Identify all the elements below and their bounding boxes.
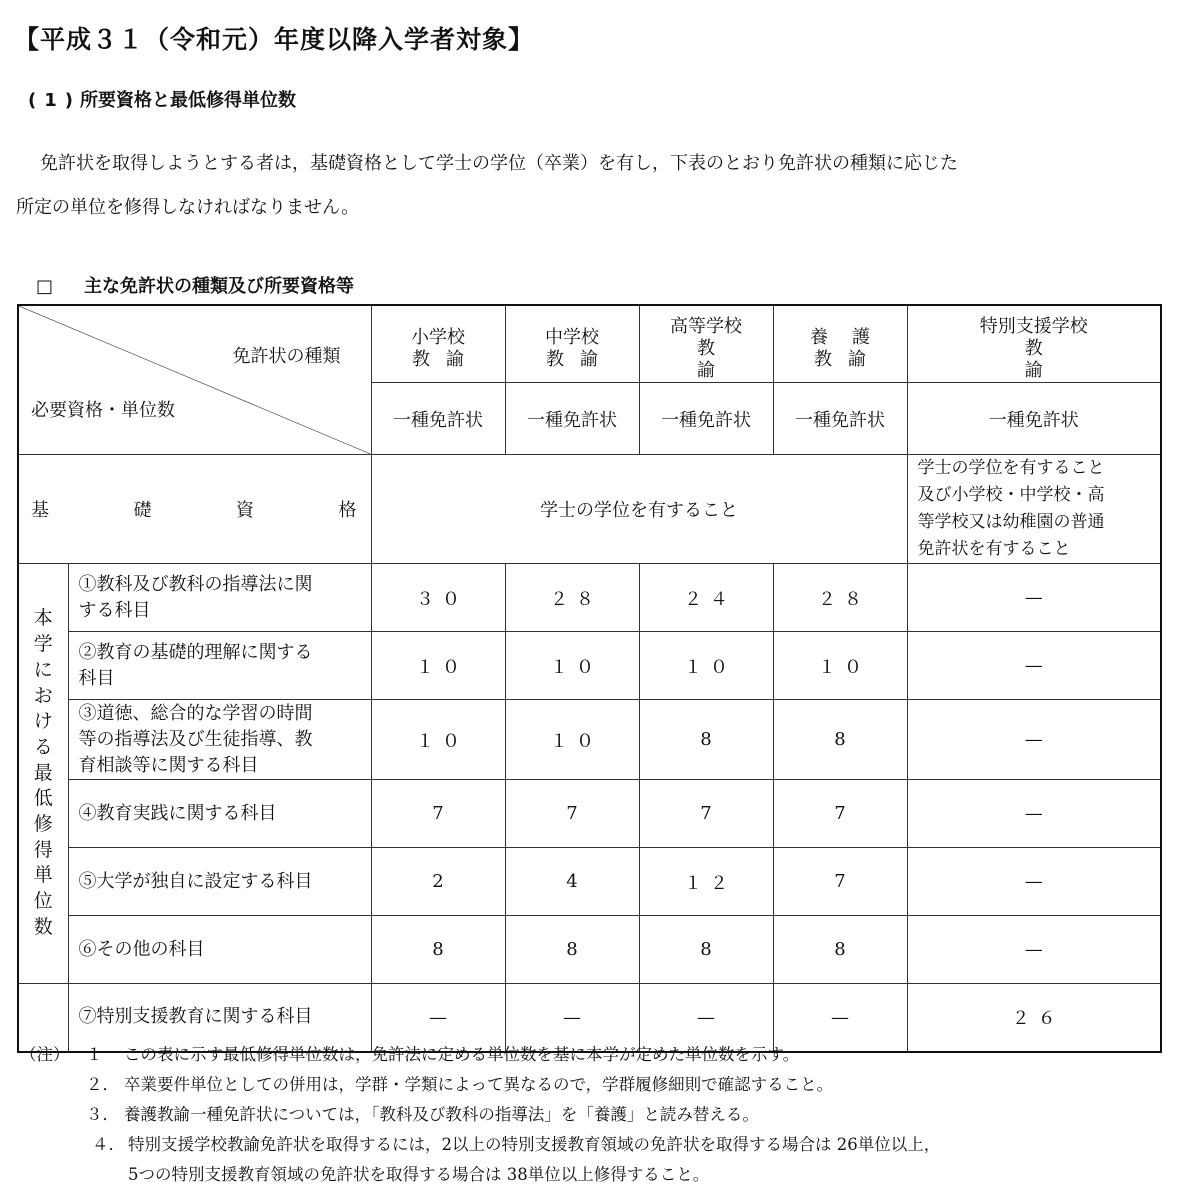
subject-label: ⑥その他の科目	[68, 916, 371, 984]
credit-value: 7	[505, 780, 639, 848]
kiso-label-char: 資	[236, 500, 254, 521]
subject-label: ②教育の基礎的理解に関する 科目	[68, 632, 371, 700]
note-item: （注） １ この表に示す最低修得単位数は，免許法に定める単位数を基に本学が定めた単位数を示す。	[20, 1040, 1180, 1070]
credit-value: —	[907, 700, 1161, 780]
credit-value: —	[505, 984, 639, 1052]
credit-value: １０	[773, 632, 907, 700]
note-item: ４． 特別支援学校教諭免許状を取得するには，2以上の特別支援教育領域の免許状を取得する場合は 26単位以上，	[92, 1135, 941, 1154]
credit-value: 2	[371, 848, 505, 916]
credit-value: 7	[639, 780, 773, 848]
subject-row	[18, 564, 1161, 632]
credit-value: 7	[773, 780, 907, 848]
credit-value: 8	[371, 916, 505, 984]
col-header-junior-high: 中学校 教諭	[505, 305, 639, 383]
credit-value: ２８	[505, 564, 639, 632]
kiso-special-requirement: 学士の学位を有すること 及び小学校・中学校・高 等学校又は幼稚園の普通 免許状を有すること	[907, 455, 1161, 564]
kiso-label-char: 礎	[133, 500, 152, 521]
minimum-credits-vertical-label: 本 学 に お け る 最 低 修 得 単 位 数	[18, 564, 68, 984]
section-number: (1)	[28, 90, 81, 111]
kiso-label-char: 基	[31, 500, 49, 521]
diagonal-divider	[19, 306, 371, 454]
credit-value: 7	[371, 780, 505, 848]
intro-line-2: 所定の単位を修得しなければなりません。	[16, 197, 360, 218]
subject-row	[18, 780, 1161, 848]
corner-requirements-label: 必要資格・単位数	[31, 400, 175, 421]
credit-value: １０	[505, 700, 639, 780]
section-heading	[20, 86, 296, 112]
credit-value: １０	[505, 632, 639, 700]
credit-value: 8	[505, 916, 639, 984]
license-special-support: 一種免許状	[907, 383, 1161, 455]
license-junior-high: 一種免許状	[505, 383, 639, 455]
credit-value: 8	[773, 916, 907, 984]
kiso-label-cell	[18, 455, 371, 564]
credit-value: 7	[773, 848, 907, 916]
subject-label: ①教科及び教科の指導法に関 する科目	[68, 564, 371, 632]
credit-value: —	[907, 916, 1161, 984]
credit-value: 8	[773, 700, 907, 780]
credit-value: —	[907, 780, 1161, 848]
note-item: ３． 養護教諭一種免許状については，「教科及び教科の指導法」を「養護」と読み替える。	[86, 1105, 759, 1124]
subject-row	[18, 916, 1161, 984]
col-header-elementary: 小学校 教諭	[371, 305, 505, 383]
subject-label: ③道徳、総合的な学習の時間 等の指導法及び生徒指導、教 育相談等に関する科目	[68, 700, 371, 780]
credit-value: —	[639, 984, 773, 1052]
corner-license-type-label: 免許状の種類	[232, 346, 341, 367]
credit-value: １０	[639, 632, 773, 700]
page-title: 【平成３１（令和元）年度以降入学者対象】	[14, 25, 535, 54]
subject-label: ⑤大学が独自に設定する科目	[68, 848, 371, 916]
notes-label: （注）	[20, 1045, 70, 1064]
credit-value: １２	[639, 848, 773, 916]
credit-value: ２４	[639, 564, 773, 632]
requirements-table	[17, 304, 1162, 1053]
credit-value: —	[907, 564, 1161, 632]
intro-line-1: 免許状を取得しようとする者は，基礎資格として学士の学位（卒業）を有し，下表のとおり免許状の種類に応じた	[40, 153, 958, 174]
credit-value: １０	[371, 632, 505, 700]
credit-value: ２８	[773, 564, 907, 632]
credit-value: １０	[371, 700, 505, 780]
credit-value: ２６	[907, 984, 1161, 1052]
subject-label: ④教育実践に関する科目	[68, 780, 371, 848]
header-corner-cell	[18, 305, 371, 455]
subject-row	[18, 632, 1161, 700]
credit-value: 8	[639, 916, 773, 984]
license-yogo: 一種免許状	[773, 383, 907, 455]
col-header-high-school: 高等学校 教諭	[639, 305, 773, 383]
intro-paragraph	[16, 142, 1176, 230]
credit-value: —	[907, 848, 1161, 916]
subject-row	[18, 700, 1161, 780]
credit-value: ３０	[371, 564, 505, 632]
section-label: 所要資格と最低修得単位数	[80, 90, 296, 111]
license-elementary: 一種免許状	[371, 383, 505, 455]
credit-value: —	[907, 632, 1161, 700]
subject-label: ⑦特別支援教育に関する科目	[68, 984, 371, 1052]
note-item: 5つの特別支援教育領域の免許状を取得する場合は 38単位以上修得すること。	[128, 1165, 710, 1184]
credit-value: —	[371, 984, 505, 1052]
credit-value: 8	[639, 700, 773, 780]
credit-value: —	[773, 984, 907, 1052]
credit-value: 4	[505, 848, 639, 916]
table-heading-label: 主な免許状の種類及び所要資格等	[84, 276, 354, 297]
table-heading	[36, 272, 354, 298]
subject-row	[18, 848, 1161, 916]
col-header-special-support: 特別支援学校 教諭	[907, 305, 1161, 383]
notes-section	[20, 1040, 1180, 1190]
col-header-yogo: 養護 教諭	[773, 305, 907, 383]
kiso-label-char: 格	[338, 500, 357, 521]
kiso-common-requirement: 学士の学位を有すること	[371, 455, 907, 564]
square-bullet-icon: □	[36, 276, 54, 297]
license-high-school: 一種免許状	[639, 383, 773, 455]
note-item: ２． 卒業要件単位としての併用は，学群・学類によって異なるので，学群履修細則で確認すること。	[86, 1075, 834, 1094]
